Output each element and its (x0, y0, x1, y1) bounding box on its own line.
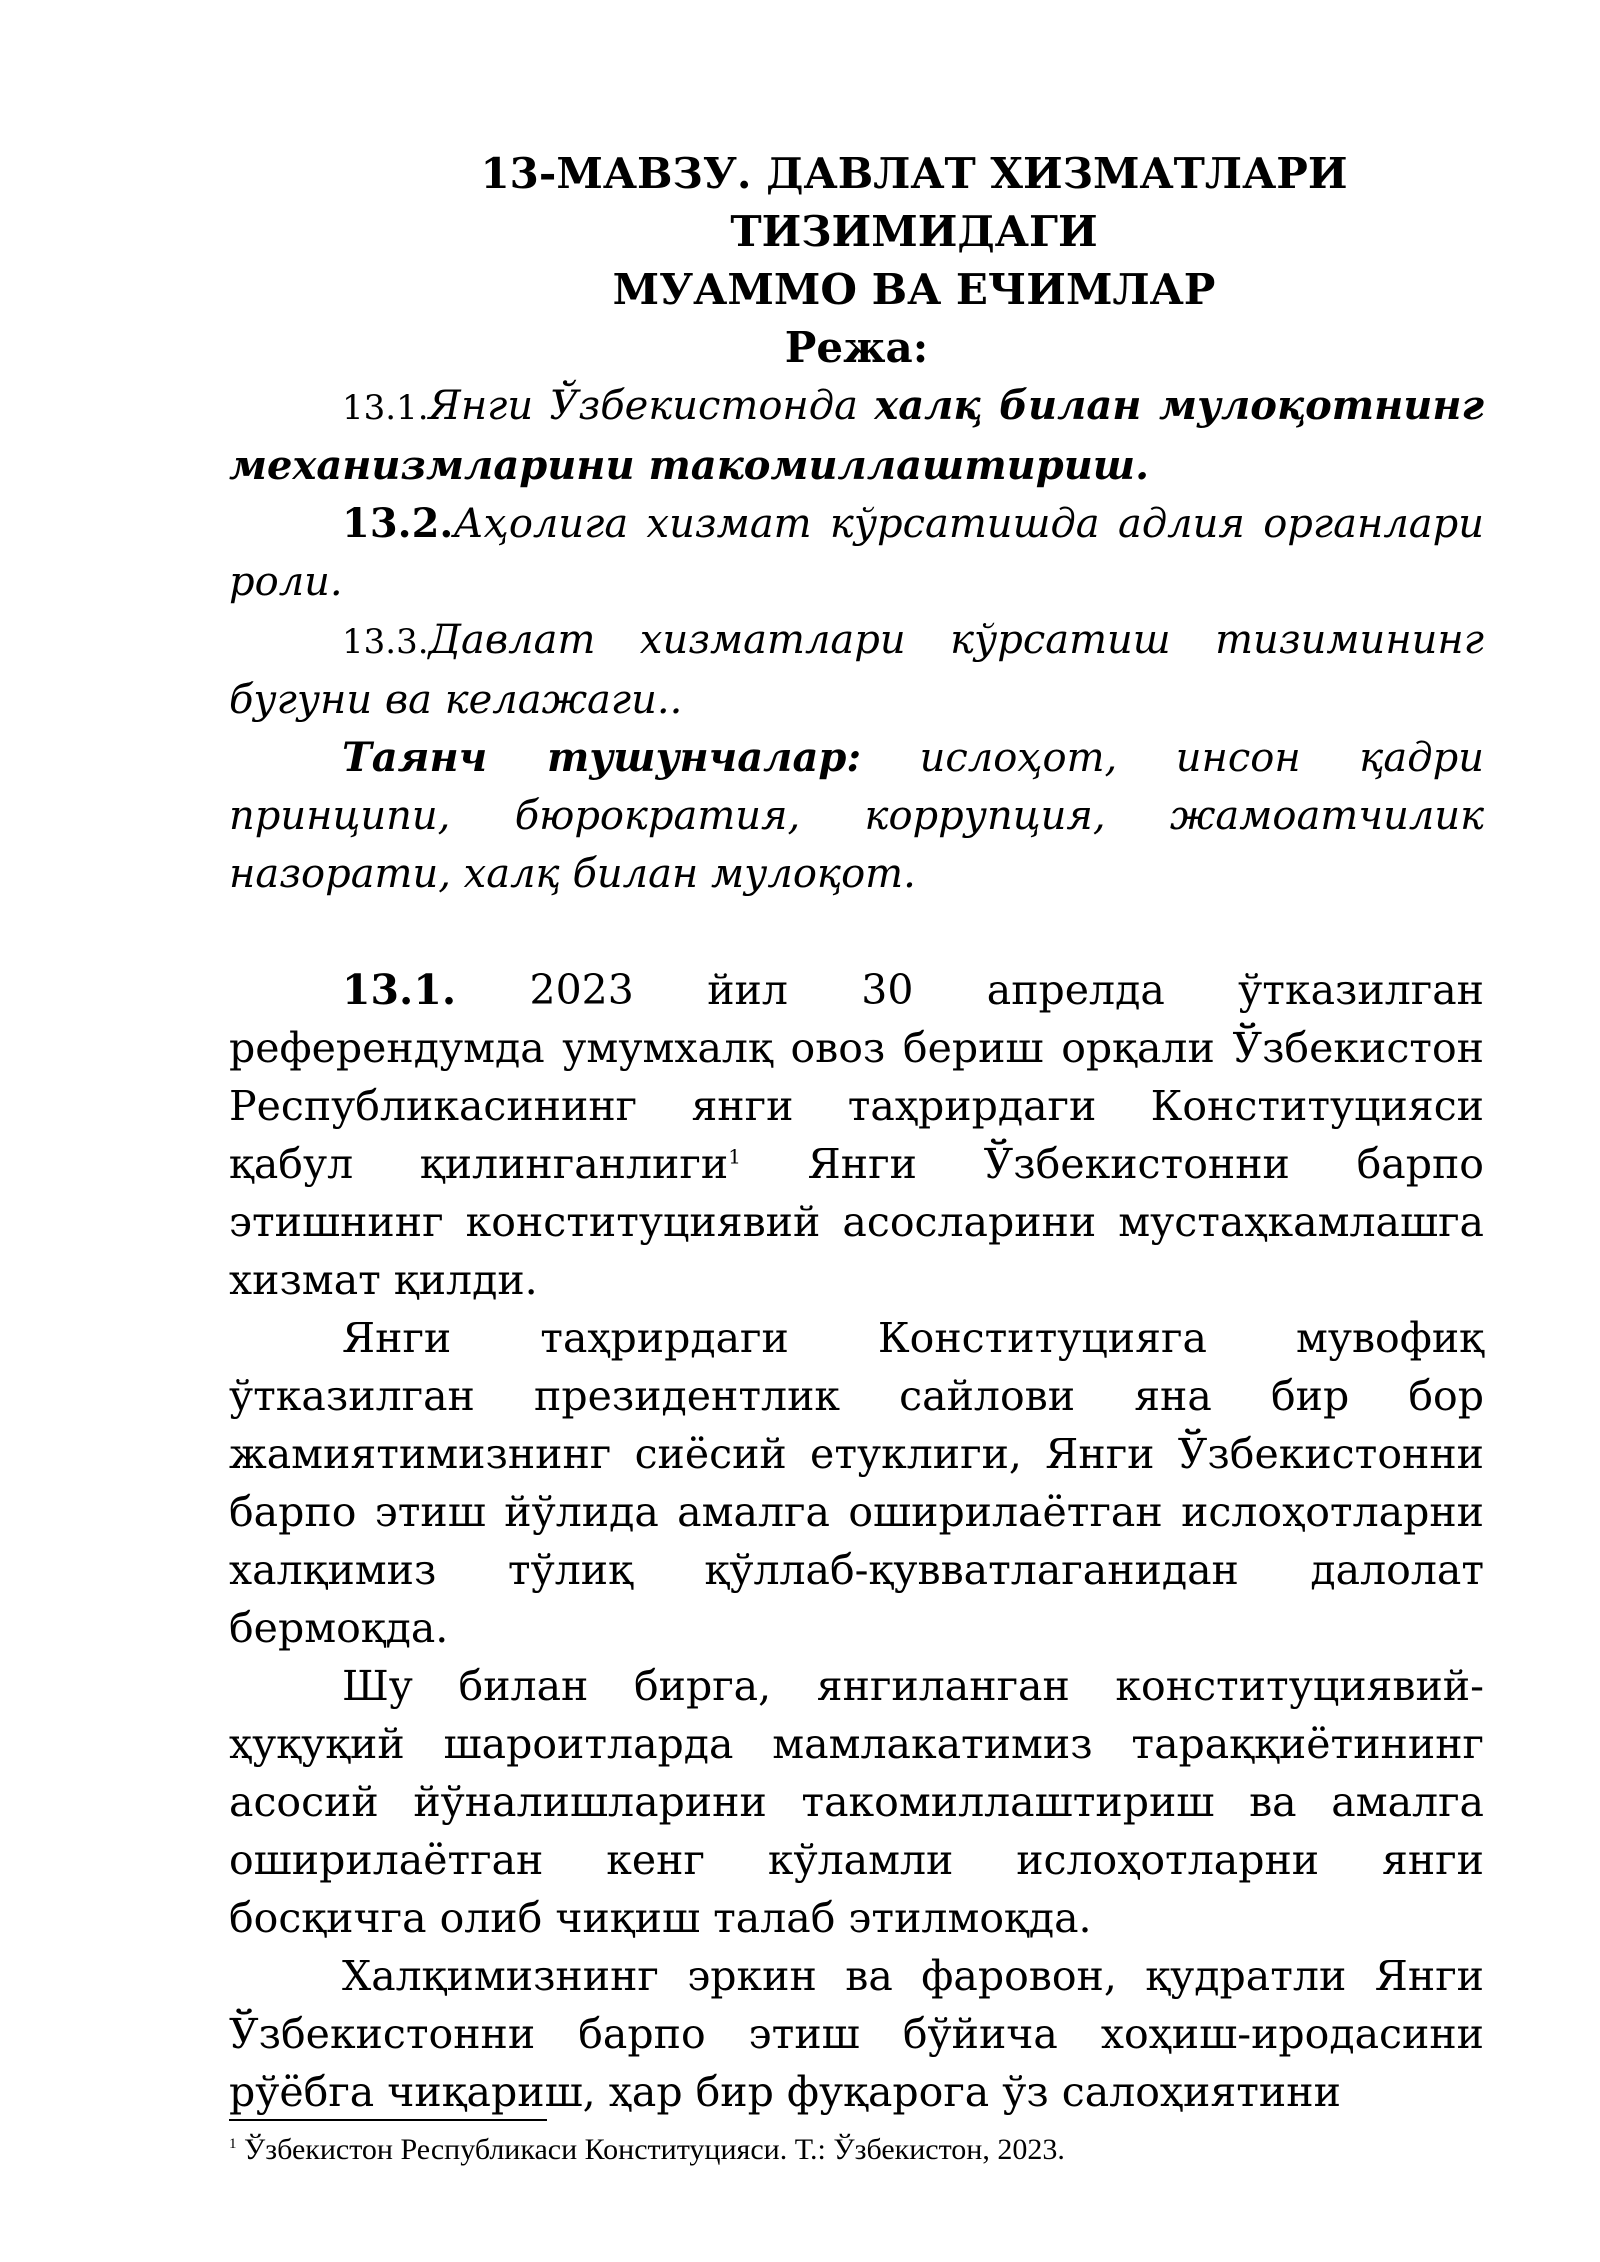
plan-heading: Режа: (784, 323, 929, 372)
keywords (229, 729, 1484, 903)
paragraph-2: Янги таҳрирдаги Конституцияга мувофиқ ўтказилган президентлик сайлови яна бир бор жамиятимизнинг сиёсий етуклиги, Янги Ўзбекистонни барпо этиш йўлида амалга оширилаётган ислоҳотларни халқимиз тўлиқ қўллаб-қувватлаганидан далолат бермоқда. (229, 1314, 1484, 1652)
paragraph-1 (229, 961, 1484, 1309)
plan-item-text: Давлат хизматлари кўрсатиш тизимининг бугуни ва келажаги.. (229, 617, 1484, 723)
paragraph-text: Янги Ўзбекистонни барпо этишнинг конституциявий асосларини мустаҳкамлашга хизмат қилди. (229, 1140, 1484, 1304)
plan-item-text: Янги Ўзбекистонда (428, 383, 875, 429)
footnote-separator (229, 2119, 547, 2121)
plan-item-2 (229, 495, 1484, 611)
paragraph-4: Халқимизнинг эркин ва фаровон, қудратли Янги Ўзбекистонни барпо этиш бўйича хоҳиш-иродасини рўёбга чиқариш, ҳар бир фуқарога ўз салоҳиятини (229, 1952, 1484, 2116)
plan-item-number: 13.2. (342, 500, 454, 547)
keywords-label: Таянч тушунчалар: (342, 734, 862, 781)
footnote-text: Ўзбекистон Республикаси Конституцияси. Т.: Ўзбекистон, 2023. (236, 2133, 1065, 2166)
plan-item-1 (229, 377, 1484, 495)
plan-item-3 (229, 611, 1484, 729)
paragraph-text: 2023 йил 30 апрелда ўтказилган референдумда умумхалқ овоз бериш орқали Ўзбекистон Республикасининг янги таҳрирдаги Конституцияси қабул қилинганлиги (229, 966, 1484, 1188)
plan-item-text: Аҳолига хизмат кўрсатишда адлия органлари роли. (229, 501, 1484, 605)
plan-item-number: 13.1. (342, 388, 429, 428)
plan-item-text-bold: халқ билан мулоқотнинг механизмларини такомиллаштириш. (229, 382, 1484, 489)
title-line-2: МУАММО ВА ЕЧИМЛАР (612, 265, 1216, 314)
footnote (229, 2130, 1484, 2170)
document-content (229, 145, 1484, 2121)
section-spacer (229, 903, 1484, 961)
plan-item-number: 13.3. (342, 622, 429, 662)
footnote-reference[interactable]: 1 (728, 1144, 741, 1169)
keywords-text: ислоҳот, инсон қадри принципи, бюрократия, коррупция, жамоатчилик назорати, халқ билан мулоқот. (229, 735, 1484, 897)
title-line-1: 13-МАВЗУ. ДАВЛАТ ХИЗМАТЛАРИ ТИЗИМИДАГИ (480, 149, 1348, 256)
paragraph-3: Шу билан бирга, янгиланган конституциявий-ҳуқуқий шароитларда мамлакатимиз тараққиётининг асосий йўналишларини такомиллаштириш ва амалга оширилаётган кенг кўламли ислоҳотларни янги босқичга олиб чиқиш талаб этилмоқда. (229, 1662, 1484, 1942)
footnote-number: 1 (229, 2136, 237, 2152)
section-number: 13.1. (342, 966, 457, 1014)
page-title (229, 145, 1484, 319)
